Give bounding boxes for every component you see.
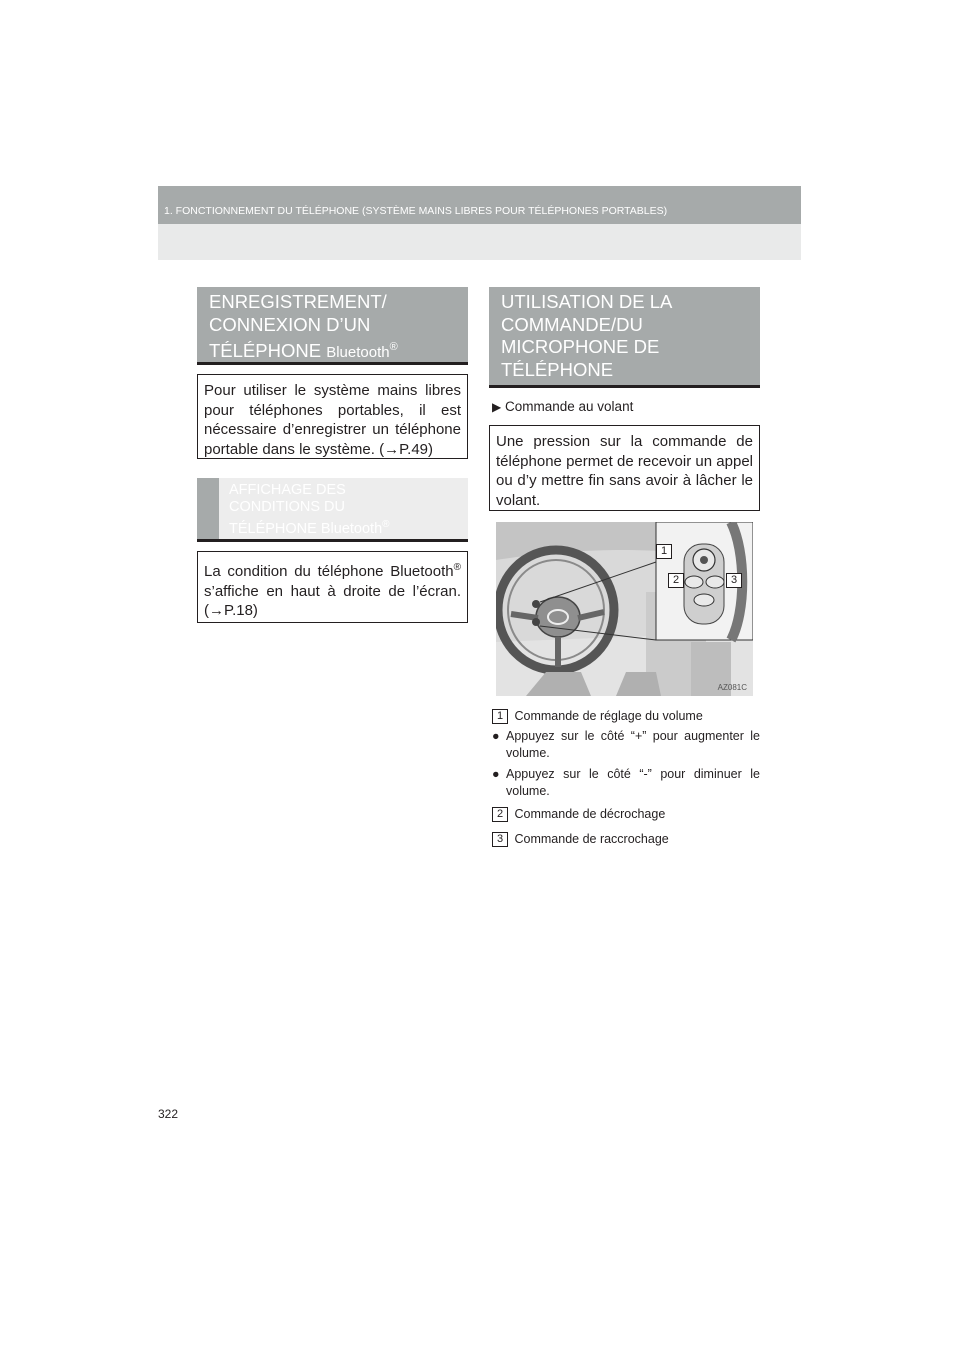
registration-text: Pour utiliser le système mains libres pour téléphones portables, il est nécessaire d’enregistrer un téléphone portable dans le système. (→P.49) [204, 382, 461, 458]
registered-mark: ® [389, 341, 398, 353]
section-title-line: TÉLÉPHONE [209, 340, 327, 362]
item-label: Commande de décrochage [514, 807, 666, 821]
callout-1: 1 [656, 543, 672, 561]
bullet-icon: ● [492, 729, 500, 743]
section-title-line: COMMANDE/DU [501, 313, 643, 335]
conditions-text-2: s’affiche en haut à droite de l’écran. (→P.18) [204, 582, 461, 619]
conditions-info-box [197, 551, 468, 623]
bullet-text: Appuyez sur le côté “-” pour diminuer le volume. [506, 767, 760, 798]
section-head-registration [197, 287, 468, 365]
chapter-title: 1. FONCTIONNEMENT DU TÉLÉPHONE (SYSTÈME MAINS LIBRES POUR TÉLÉPHONES PORTABLES) [164, 205, 668, 217]
bluetooth-word: Bluetooth [326, 344, 390, 362]
subheading [492, 398, 633, 416]
section-title-line: AFFICHAGE DES [229, 482, 346, 498]
accent-strip [197, 478, 219, 539]
item-label: Commande de raccrochage [514, 832, 669, 846]
item-number: 2 [492, 807, 508, 822]
steering-info-box [489, 425, 760, 511]
callout-3: 3 [726, 572, 742, 590]
item-2 [492, 806, 665, 823]
section-title-line: MICROPHONE DE [501, 336, 660, 357]
bullet-text: Appuyez sur le côté “+” pour augmenter le volume. [506, 729, 760, 760]
bullet-icon: ● [492, 767, 500, 781]
registered-mark: ® [453, 562, 461, 573]
section-title-line: CONNEXION D’UN [209, 313, 371, 335]
item-number: 1 [492, 709, 508, 724]
section-head-conditions [197, 478, 468, 542]
steering-wheel-drawing [496, 522, 753, 696]
registered-mark: ® [382, 519, 390, 530]
callout-2: 2 [668, 572, 684, 590]
section-title-line: TÉLÉPHONE [501, 358, 614, 380]
conditions-text-1: La condition du téléphone Bluetooth [204, 563, 454, 580]
arrow-right-icon: ▶ [492, 400, 502, 414]
header-bar [158, 186, 801, 224]
section-title-line: CONDITIONS DU [229, 499, 345, 515]
steering-info-text: Une pression sur la commande de téléphone permet de recevoir un appel ou d’y mettre fin sans avoir à lâcher le volant. [496, 433, 753, 509]
item-label: Commande de réglage du volume [514, 709, 703, 723]
subheading-text: Commande au volant [505, 399, 634, 414]
item-number: 3 [492, 832, 508, 847]
figure-code: AZ081C [717, 683, 747, 692]
section-head-steering-controls [489, 287, 760, 388]
registration-info-box [197, 374, 468, 459]
section-title-line: UTILISATION DE LA [501, 291, 673, 312]
section-title-line: ENREGISTREMENT/ [209, 291, 387, 312]
steering-wheel-illustration [496, 522, 753, 696]
item-1 [492, 708, 703, 725]
section-title-line: TÉLÉPHONE Bluetooth [229, 520, 383, 537]
page-number: 322 [158, 1107, 179, 1121]
header-subbar [158, 224, 801, 260]
item-3 [492, 831, 669, 848]
